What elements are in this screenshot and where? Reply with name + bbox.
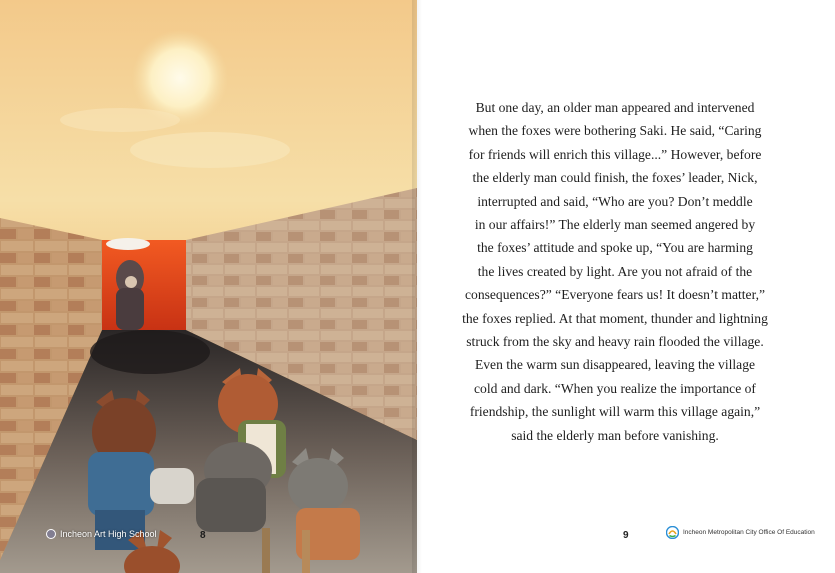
school-credit-text: Incheon Art High School [60, 529, 157, 539]
alley-painting [0, 0, 417, 573]
story-line: Even the warm sun disappeared, leaving the village [474, 357, 756, 373]
school-logo-icon [46, 529, 56, 539]
office-credit [666, 526, 815, 539]
story-line: consequences?” “Everyone fears us! It doesn’t matter,” [464, 287, 766, 303]
story-line: when the foxes were bothering Saki. He said, “Caring [468, 123, 762, 139]
school-credit [46, 529, 157, 539]
story-line: friendship, the sunlight will warm this village again,” [469, 404, 761, 420]
story-line: the lives created by light. Are you not afraid of the [477, 263, 753, 279]
story-line: interrupted and said, “Who are you? Don’t meddle [477, 193, 753, 209]
text-page [420, 0, 835, 573]
education-office-logo-icon [666, 526, 679, 539]
story-line: in our affairs!” The elderly man seemed angered by [474, 217, 756, 233]
story-line: said the elderly man before vanishing. [511, 427, 719, 443]
story-line: for friends will enrich this village...” However, before [468, 146, 762, 162]
office-credit-text: Incheon Metropolitan City Office Of Education [683, 529, 815, 536]
story-line: struck from the sky and heavy rain flooded the village. [466, 334, 764, 350]
story-line: cold and dark. “When you realize the importance of [474, 380, 756, 396]
left-page-number: 8 [200, 530, 206, 541]
story-illustration [0, 0, 417, 573]
right-page-number: 9 [623, 530, 629, 541]
elderly-man-figure [116, 260, 144, 330]
story-line: the foxes replied. At that moment, thunder and lightning [462, 310, 768, 326]
story-line: the foxes’ attitude and spoke up, “You are harming [477, 240, 753, 256]
story-line: But one day, an older man appeared and intervened [475, 100, 755, 115]
story-line: the elderly man could finish, the foxes’ leader, Nick, [472, 170, 758, 186]
story-paragraph [450, 96, 780, 447]
